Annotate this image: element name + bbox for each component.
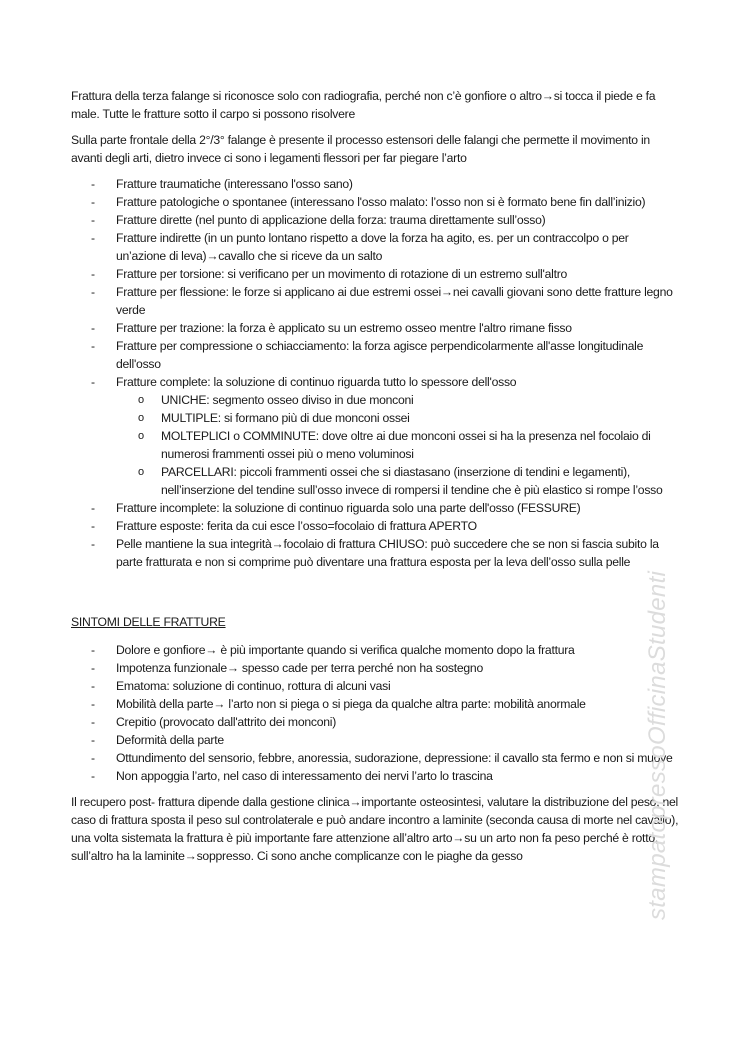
dash-bullet: - bbox=[91, 213, 95, 227]
complete-fracture-subtypes bbox=[116, 391, 681, 499]
list-item-text: Fratture per trazione: la forza è applicato su un estremo osseo mentre l'altro rimane fisso bbox=[116, 321, 572, 335]
dash-bullet: - bbox=[91, 195, 95, 209]
list-item bbox=[71, 749, 681, 767]
list-item bbox=[71, 265, 681, 283]
intro-paragraph: Sulla parte frontale della 2°/3° falange è presente il processo estensori delle falangi che permette il movimento in avanti degli arti, dietro invece ci sono i legamenti flessori per far piegare l’arto bbox=[71, 133, 650, 165]
sublist-item-text: UNICHE: segmento osseo diviso in due monconi bbox=[161, 393, 414, 407]
intro-paragraph: Frattura della terza falange si riconosce solo con radiografia, perché non c’è gonfiore o altro→si tocca il piede e fa male. Tutte le fratture sotto il carpo si possono risolvere bbox=[71, 89, 656, 121]
dash-bullet: - bbox=[91, 231, 95, 245]
dash-bullet: - bbox=[91, 375, 95, 389]
dash-bullet: - bbox=[91, 339, 95, 353]
list-item bbox=[71, 695, 681, 713]
sublist-item-text: PARCELLARI: piccoli frammenti ossei che si diastasano (inserzione di tendini e legamenti), nell’inserzione del tendine sull’osso invece di rompersi il tendine che è più elastico si rompe l’osso bbox=[161, 465, 663, 497]
list-item bbox=[71, 175, 681, 193]
document-page bbox=[71, 87, 681, 873]
fracture-types-list bbox=[71, 175, 681, 571]
dash-bullet: - bbox=[91, 267, 95, 281]
list-item-text: Ottundimento del sensorio, febbre, anoressia, sudorazione, depressione: il cavallo sta fermo e non si muove bbox=[116, 751, 673, 765]
dash-bullet: - bbox=[91, 537, 95, 551]
list-item bbox=[71, 517, 681, 535]
list-item bbox=[71, 535, 681, 571]
list-item-text: Fratture per flessione: le forze si applicano ai due estremi ossei→nei cavalli giovani sono dette fratture legno verde bbox=[116, 285, 673, 317]
dash-bullet: - bbox=[91, 661, 95, 675]
dash-bullet: - bbox=[91, 697, 95, 711]
sublist-item bbox=[116, 409, 681, 427]
list-item bbox=[71, 499, 681, 517]
list-item bbox=[71, 283, 681, 319]
list-item-text: Fratture complete: la soluzione di continuo riguarda tutto lo spessore dell'osso bbox=[116, 375, 517, 389]
list-item bbox=[71, 659, 681, 677]
sublist-item bbox=[116, 427, 681, 463]
dash-bullet: - bbox=[91, 177, 95, 191]
list-item-text: Deformità della parte bbox=[116, 733, 224, 747]
circle-bullet: o bbox=[138, 412, 144, 424]
list-item bbox=[71, 677, 681, 695]
spacer bbox=[71, 579, 681, 613]
symptoms-list bbox=[71, 641, 681, 785]
dash-bullet: - bbox=[91, 285, 95, 299]
dash-bullet: - bbox=[91, 321, 95, 335]
sublist-item bbox=[116, 463, 681, 499]
list-item-text: Ematoma: soluzione di continuo, rottura di alcuni vasi bbox=[116, 679, 391, 693]
sublist-item-text: MULTIPLE: si formano più di due monconi ossei bbox=[161, 411, 410, 425]
list-item bbox=[71, 337, 681, 373]
list-item-text: Fratture esposte: ferita da cui esce l’osso=focolaio di frattura APERTO bbox=[116, 519, 477, 533]
circle-bullet: o bbox=[138, 466, 144, 478]
list-item-text: Dolore e gonfiore→ è più importante quando si verifica qualche momento dopo la frattura bbox=[116, 643, 575, 657]
list-item bbox=[71, 211, 681, 229]
watermark: stampatopressoOfficinaStudenti bbox=[644, 570, 671, 920]
dash-bullet: - bbox=[91, 733, 95, 747]
list-item-text: Impotenza funzionale→ spesso cade per terra perché non ha sostegno bbox=[116, 661, 483, 675]
list-item bbox=[71, 641, 681, 659]
list-item-text: Mobilità della parte→ l’arto non si piega o si piega da qualche altra parte: mobilità anormale bbox=[116, 697, 586, 711]
list-item-text: Fratture incomplete: la soluzione di continuo riguarda solo una parte dell'osso (FESSURE) bbox=[116, 501, 581, 515]
list-item-text: Fratture dirette (nel punto di applicazione della forza: trauma direttamente sull’osso) bbox=[116, 213, 546, 227]
dash-bullet: - bbox=[91, 643, 95, 657]
list-item bbox=[71, 373, 681, 499]
dash-bullet: - bbox=[91, 519, 95, 533]
list-item bbox=[71, 319, 681, 337]
dash-bullet: - bbox=[91, 715, 95, 729]
closing-paragraph: Il recupero post- frattura dipende dalla gestione clinica→importante osteosintesi, valutare la distribuzione del peso, nel caso di frattura sposta il peso sul controlaterale e può andare incontro a laminite (seconda causa di morte nel cavallo), una volta sistemata la frattura è più importante fare attenzione all’altro arto→su un arto non fa peso perché è rotto, sull’altro ha la laminite→soppresso. Ci sono anche complicanze con le piaghe da gesso bbox=[71, 795, 679, 863]
list-item bbox=[71, 731, 681, 749]
sublist-item-text: MOLTEPLICI o COMMINUTE: dove oltre ai due monconi ossei si ha la presenza nel focolaio di numerosi frammenti ossei più o meno voluminosi bbox=[161, 429, 651, 461]
dash-bullet: - bbox=[91, 751, 95, 765]
list-item bbox=[71, 193, 681, 211]
circle-bullet: o bbox=[138, 430, 144, 442]
section-heading: SINTOMI DELLE FRATTURE bbox=[71, 615, 226, 629]
list-item-text: Fratture patologiche o spontanee (interessano l'osso malato: l’osso non si è formato bene fin dall’inizio) bbox=[116, 195, 646, 209]
list-item-text: Crepitio (provocato dall'attrito dei monconi) bbox=[116, 715, 337, 729]
list-item-text: Fratture indirette (in un punto lontano rispetto a dove la forza ha agito, es. per un contraccolpo o per un’azione di leva)→cavallo che si riceve da un salto bbox=[116, 231, 629, 263]
list-item-text: Fratture per torsione: si verificano per un movimento di rotazione di un estremo sull'altro bbox=[116, 267, 568, 281]
list-item bbox=[71, 713, 681, 731]
dash-bullet: - bbox=[91, 679, 95, 693]
list-item bbox=[71, 229, 681, 265]
list-item-text: Fratture traumatiche (interessano l'osso sano) bbox=[116, 177, 353, 191]
list-item bbox=[71, 767, 681, 785]
dash-bullet: - bbox=[91, 769, 95, 783]
list-item-text: Non appoggia l’arto, nel caso di interessamento dei nervi l’arto lo trascina bbox=[116, 769, 493, 783]
sublist-item bbox=[116, 391, 681, 409]
circle-bullet: o bbox=[138, 394, 144, 406]
list-item-text: Fratture per compressione o schiacciamento: la forza agisce perpendicolarmente all'asse longitudinale dell'osso bbox=[116, 339, 644, 371]
dash-bullet: - bbox=[91, 501, 95, 515]
list-item-text: Pelle mantiene la sua integrità→focolaio di frattura CHIUSO: può succedere che se non si fascia subito la parte fratturata e non si comprime può diventare una frattura esposta per la leva dell’osso sulla pelle bbox=[116, 537, 659, 569]
